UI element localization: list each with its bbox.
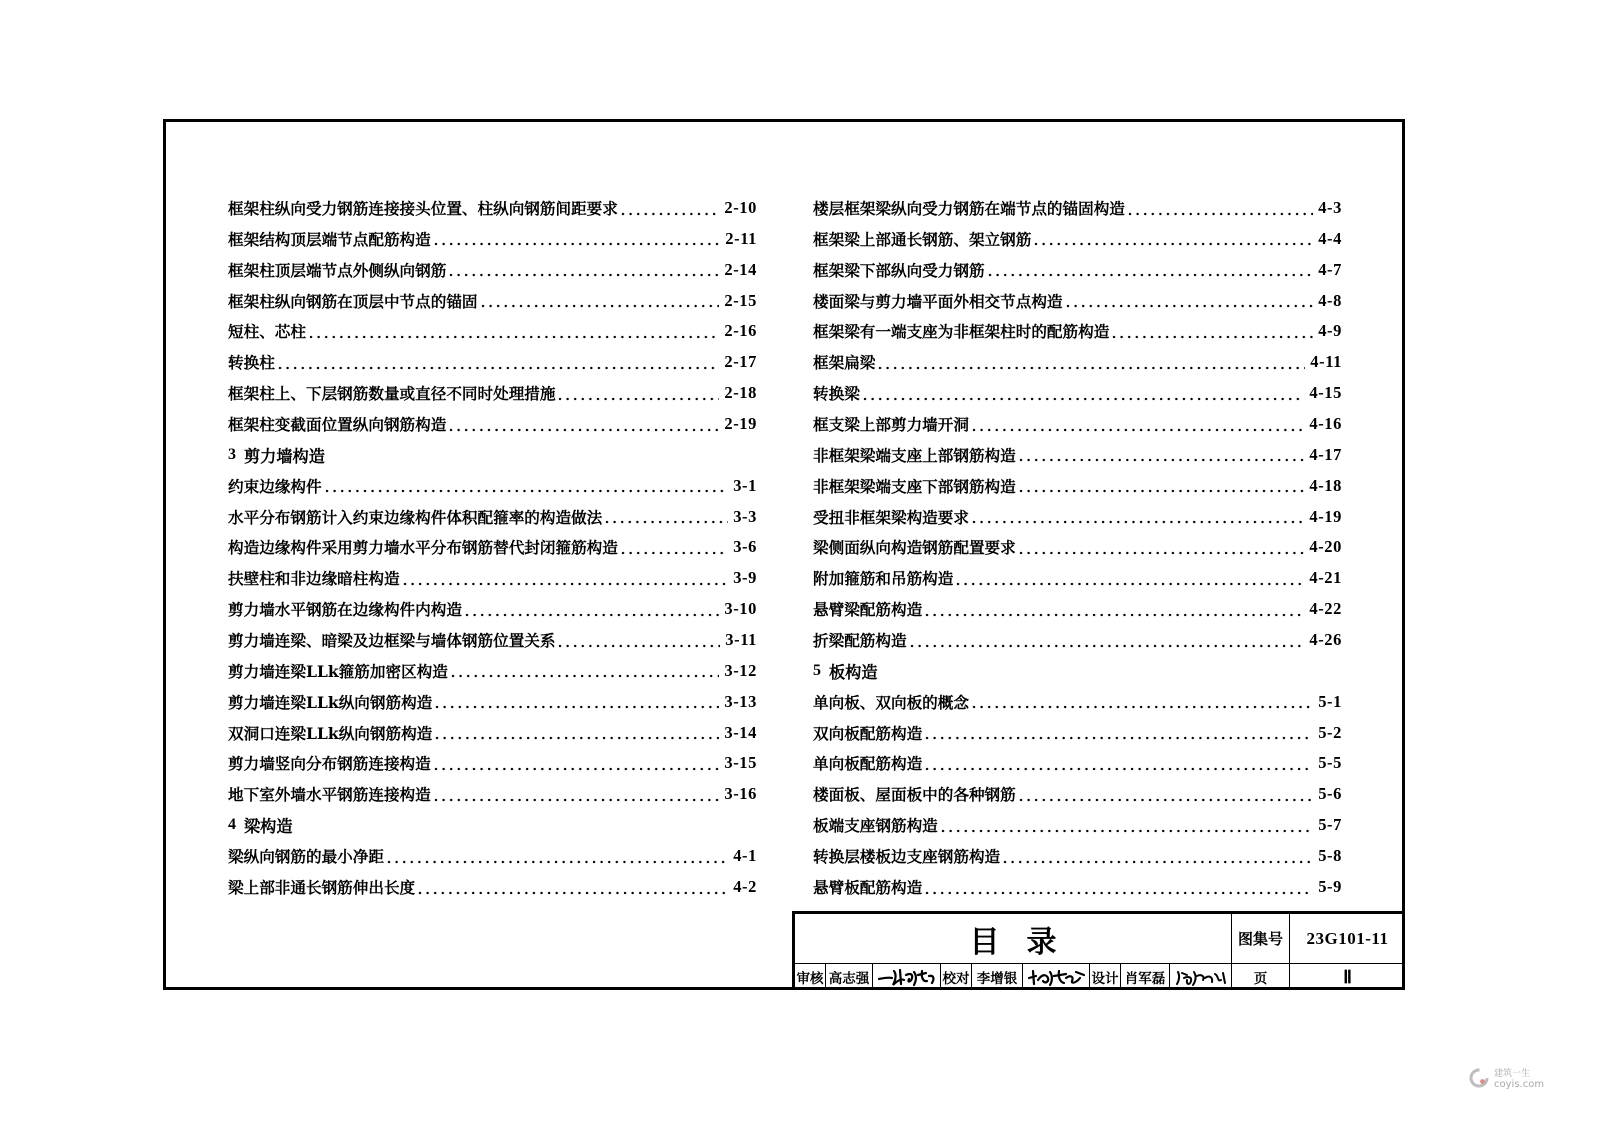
dot-leader [988,254,1314,285]
toc-entry [228,193,757,224]
toc-entry-title: 附加箍筋和吊筋构造 [813,569,954,589]
toc-entry [228,655,757,686]
toc-entry-title: 转换梁 [813,384,860,404]
toc-entry [228,378,757,409]
toc-entry [813,748,1342,779]
dot-leader [451,655,719,686]
designer-name: 肖军磊 [1121,963,1170,990]
watermark-name: 建筑一生 [1494,1069,1531,1079]
reviewer-name: 高志强 [826,963,873,990]
toc-entry-title: 板端支座钢筋构造 [813,816,938,836]
section-title: 梁构造 [244,817,293,837]
toc-entry [228,254,757,285]
toc-section-heading [813,655,1342,686]
toc-entry [228,409,757,440]
toc-entry [813,254,1342,285]
toc-entry-title: 框架梁上部通长钢筋、架立钢筋 [813,229,1032,249]
toc-section-heading [228,810,757,841]
dot-leader [278,347,720,378]
toc-entry-title: 框架柱纵向钢筋在顶层中节点的锚固 [228,291,478,311]
toc-entry [228,841,757,872]
toc-entry-page: 4-11 [1310,352,1342,372]
toc-entry-title: 框架柱变截面位置纵向钢筋构造 [228,415,447,435]
toc-entry-page: 3-10 [724,599,757,619]
designer-signature-mark [1173,966,1229,988]
toc-entry [228,872,757,903]
toc-entry-page: 4-9 [1318,321,1342,341]
dot-leader [418,872,728,903]
dot-leader [1019,532,1305,563]
toc-entry-title: 梁侧面纵向构造钢筋配置要求 [813,538,1016,558]
check-label: 校对 [941,963,972,990]
drawing-title-cell [795,914,1232,963]
dot-leader [925,594,1304,625]
dot-leader [863,378,1305,409]
toc-entry-page: 4-2 [733,876,757,896]
dot-leader [956,563,1304,594]
toc-entry-page: 3-11 [725,630,757,650]
toc-entry-title: 剪力墙水平钢筋在边缘构件内构造 [228,600,462,620]
toc-right-column [813,193,1342,903]
toc-entry-page: 3-14 [724,722,757,742]
toc-entry-title: 框架柱纵向受力钢筋连接接头位置、柱纵向钢筋间距要求 [228,199,618,219]
toc-entry-page: 4-3 [1318,198,1342,218]
toc-entry-title: 非框架梁端支座下部钢筋构造 [813,476,1016,496]
toc-entry-title: 梁上部非通长钢筋伸出长度 [228,877,416,897]
toc-entry-title: 框架梁有一端支座为非框架柱时的配筋构造 [813,322,1110,342]
dot-leader [925,717,1313,748]
toc-entry-page: 5-6 [1318,784,1342,804]
toc-entry-title: 扶壁柱和非边缘暗柱构造 [228,569,400,589]
toc-entry-title: 楼面板、屋面板中的各种钢筋 [813,785,1016,805]
toc-entry [813,501,1342,532]
page-label: 页 [1232,963,1290,990]
toc-entry [813,563,1342,594]
toc-entry-page: 5-2 [1318,722,1342,742]
toc-entry-page: 4-8 [1318,290,1342,310]
toc-entry [228,779,757,810]
toc-entry-page: 2-10 [724,198,757,218]
dot-leader [309,316,719,347]
toc-entry-title: 短柱、芯柱 [228,322,306,342]
toc-entry-page: 4-1 [733,846,757,866]
toc-entry-page: 2-17 [724,352,757,372]
dot-leader [621,532,728,563]
toc-entry-title: 非框架梁端支座上部钢筋构造 [813,445,1016,465]
toc-entry-page: 3-16 [724,784,757,804]
dot-leader [1034,223,1313,254]
dot-leader [449,254,719,285]
toc-entry-page: 4-17 [1309,444,1342,464]
toc-entry-title: 楼层框架梁纵向受力钢筋在端节点的锚固构造 [813,199,1125,219]
checker-signature-mark [1026,966,1087,988]
toc-entry [813,779,1342,810]
dot-leader [1019,439,1305,470]
toc-entry-page: 4-26 [1309,630,1342,650]
dot-leader [878,347,1305,378]
toc-entry [813,532,1342,563]
dot-leader [621,193,719,224]
toc-entry-title: 框支梁上部剪力墙开洞 [813,415,969,435]
dot-leader [925,872,1313,903]
section-number: 3 [228,445,236,463]
toc-entry [228,285,757,316]
toc-entry [813,285,1342,316]
toc-entry [813,223,1342,254]
toc-entry-page: 2-14 [724,259,757,279]
toc-entry [228,316,757,347]
dot-leader [972,686,1313,717]
dot-leader [972,409,1304,440]
atlas-number: 23G101-11 [1306,928,1389,948]
toc-entry [228,717,757,748]
toc-left-column [228,193,757,903]
section-title: 板构造 [829,662,878,682]
toc-entry-title: 地下室外墙水平钢筋连接构造 [228,785,431,805]
toc-entry [813,316,1342,347]
toc-entry-title: 框架柱上、下层钢筋数量或直径不同时处理措施 [228,384,556,404]
toc-entry [813,470,1342,501]
toc-entry-title: 转换层楼板边支座钢筋构造 [813,847,1001,867]
dot-leader [1019,470,1305,501]
dot-leader [434,223,721,254]
toc-entry-page: 3-13 [724,691,757,711]
toc-entry-page: 5-8 [1318,846,1342,866]
toc-entry-title: 框架结构顶层端节点配筋构造 [228,229,431,249]
dot-leader [434,779,720,810]
toc-entry-page: 4-22 [1309,599,1342,619]
toc-entry-title: 剪力墙竖向分布钢筋连接构造 [228,754,431,774]
toc-entry [228,470,757,501]
toc-entry-page: 2-11 [725,228,757,248]
title-block [792,911,1405,990]
toc-entry-page: 3-12 [724,660,757,680]
dot-leader [558,378,719,409]
dot-leader [449,409,719,440]
toc-entry-title: 剪力墙连梁LLk纵向钢筋构造 [228,692,433,712]
toc-entry [813,409,1342,440]
dot-leader [403,563,729,594]
reviewer-signature [873,963,941,990]
toc-entry [813,686,1342,717]
toc-entry-title: 梁纵向钢筋的最小净距 [228,847,384,867]
toc-entry [228,594,757,625]
toc-entry-page: 3-1 [733,475,757,495]
page-number: Ⅱ [1290,963,1405,990]
toc-entry [813,594,1342,625]
toc-entry-page: 4-18 [1309,475,1342,495]
toc-entry-title: 构造边缘构件采用剪力墙水平分布钢筋替代封闭箍筋构造 [228,538,618,558]
dot-leader [434,748,720,779]
dot-leader [972,501,1304,532]
toc-entry [813,841,1342,872]
toc-entry-page: 4-16 [1309,414,1342,434]
checker-signature [1023,963,1090,990]
toc-entry-page: 4-15 [1309,383,1342,403]
toc-entry-title: 悬臂梁配筋构造 [813,600,923,620]
toc-entry-title: 约束边缘构件 [228,476,322,496]
toc-entry-title: 楼面梁与剪力墙平面外相交节点构造 [813,291,1063,311]
dot-leader [1066,285,1314,316]
toc-entry-page: 5-1 [1318,691,1342,711]
dot-leader [1003,841,1313,872]
toc-entry [228,223,757,254]
dot-leader [558,625,720,656]
watermark-site: coyis.com [1494,1079,1545,1090]
toc-entry [813,193,1342,224]
dot-leader [465,594,719,625]
dot-leader [925,748,1313,779]
toc-entry-page: 4-7 [1318,259,1342,279]
toc-entry-page: 4-4 [1318,228,1342,248]
checker-name: 李增银 [972,963,1023,990]
toc-entry-page: 5-7 [1318,815,1342,835]
toc-entry-page: 4-19 [1309,506,1342,526]
toc-entry-page: 2-19 [724,414,757,434]
toc-entry-title: 剪力墙连梁LLk箍筋加密区构造 [228,661,448,681]
toc-entry [228,563,757,594]
dot-leader [941,810,1313,841]
toc-entry [228,625,757,656]
toc-entry-title: 悬臂板配筋构造 [813,877,923,897]
drawing-title: 目录 [969,924,1084,960]
toc-entry-page: 2-18 [724,383,757,403]
toc-section-heading [228,439,757,470]
toc-entry [813,625,1342,656]
toc-entry-page: 3-15 [724,753,757,773]
toc-entry-title: 剪力墙连梁、暗梁及边框梁与墙体钢筋位置关系 [228,631,556,651]
review-label: 审核 [795,963,826,990]
design-label: 设计 [1090,963,1121,990]
atlas-number-label: 图集号 [1232,914,1290,963]
toc-entry-page: 5-9 [1318,876,1342,896]
dot-leader [910,625,1305,656]
toc-entry [813,378,1342,409]
toc-entry-title: 单向板配筋构造 [813,754,923,774]
designer-signature [1170,963,1232,990]
toc-entry [228,748,757,779]
section-number: 4 [228,816,236,834]
dot-leader [481,285,720,316]
toc-entry-title: 框架梁下部纵向受力钢筋 [813,260,985,280]
toc-entry-title: 单向板、双向板的概念 [813,692,969,712]
toc-entry [228,686,757,717]
toc-entry [228,347,757,378]
dot-leader [605,501,728,532]
toc-entry-title: 双向板配筋构造 [813,723,923,743]
toc-entry [228,501,757,532]
toc-entry [813,717,1342,748]
toc-entry-title: 框架扁梁 [813,353,876,373]
toc-entry [813,347,1342,378]
dot-leader [1019,779,1313,810]
toc-entry-page: 3-6 [733,537,757,557]
toc-entry-title: 水平分布钢筋计入约束边缘构件体积配箍率的构造做法 [228,507,603,527]
watermark-logo-icon [1468,1067,1490,1089]
reviewer-signature-mark [876,966,938,988]
dot-leader [1112,316,1313,347]
toc-entry-title: 框架柱顶层端节点外侧纵向钢筋 [228,260,447,280]
dot-leader [325,470,729,501]
section-title: 剪力墙构造 [244,446,325,466]
toc-entry [813,810,1342,841]
dot-leader [435,686,719,717]
toc-entry-page: 4-20 [1309,537,1342,557]
toc-entry-page: 2-15 [724,290,757,310]
toc-entry-title: 受扭非框架梁构造要求 [813,507,969,527]
toc-entry [228,532,757,563]
dot-leader [1128,193,1313,224]
toc-entry-title: 双洞口连梁LLk纵向钢筋构造 [228,723,433,743]
dot-leader [387,841,728,872]
dot-leader [435,717,719,748]
section-number: 5 [813,661,821,679]
toc-entry-title: 转换柱 [228,353,275,373]
toc-entry-title: 折梁配筋构造 [813,631,907,651]
toc-entry-page: 5-5 [1318,753,1342,773]
toc-entry [813,872,1342,903]
toc-entry-page: 4-21 [1309,568,1342,588]
toc-entry [813,439,1342,470]
toc-entry-page: 3-9 [733,568,757,588]
toc-entry-page: 3-3 [733,506,757,526]
toc-entry-page: 2-16 [724,321,757,341]
